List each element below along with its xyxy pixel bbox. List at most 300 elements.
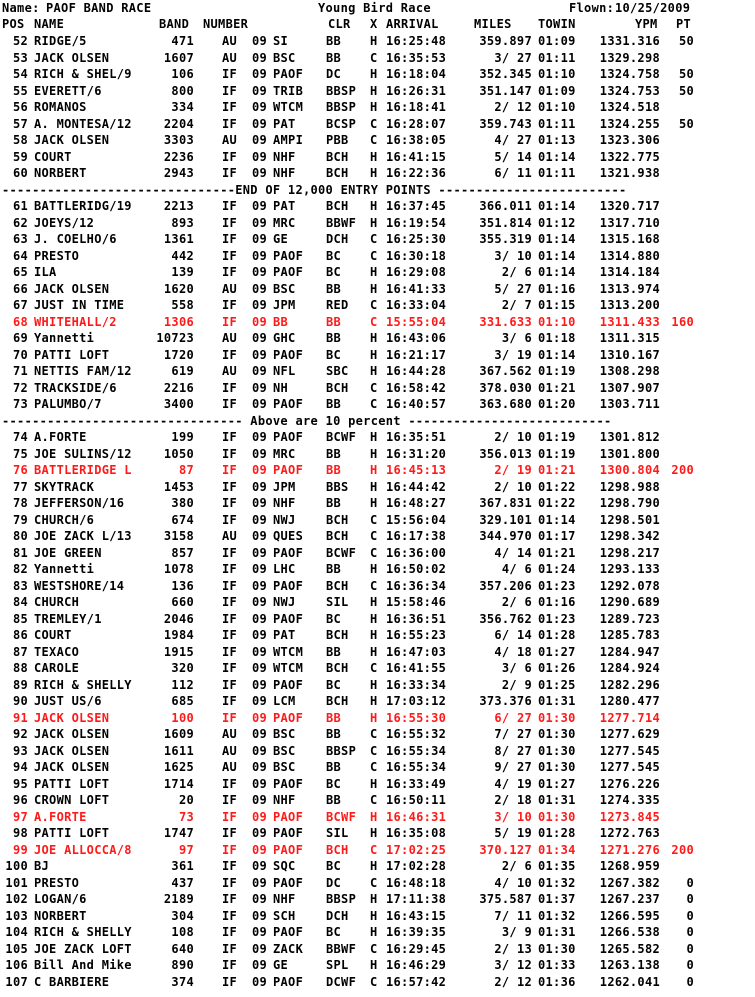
band-cell: 1625	[163, 760, 194, 774]
pos-cell: 83	[12, 579, 28, 593]
ypm-cell: 1267.237	[599, 892, 660, 906]
arrival-cell: 16:36:00	[386, 546, 447, 560]
miles-cell: 367.831	[479, 496, 532, 510]
pos-cell: 64	[12, 249, 28, 263]
club-cell: ZACK	[273, 942, 304, 956]
club-cell: PAOF	[273, 265, 304, 279]
ypm-cell: 1284.947	[599, 645, 660, 659]
color-cell: BCH	[326, 199, 349, 213]
arrival-cell: 16:46:29	[386, 958, 447, 972]
country-cell: IF	[222, 810, 238, 824]
ypm-cell: 1301.812	[599, 430, 660, 444]
country-cell: IF	[222, 859, 238, 873]
sex-cell: C	[370, 876, 378, 890]
country-cell: AU	[222, 744, 238, 758]
miles-cell: 6/ 14	[494, 628, 532, 642]
color-cell: BB	[326, 315, 342, 329]
pos-cell: 59	[12, 150, 28, 164]
year-cell: 09	[252, 810, 268, 824]
color-cell: DC	[326, 67, 342, 81]
band-cell: 1078	[163, 562, 194, 576]
arrival-cell: 16:31:20	[386, 447, 447, 461]
color-cell: BBSP	[326, 892, 357, 906]
arrival-cell: 16:26:31	[386, 84, 447, 98]
band-cell: 471	[171, 34, 194, 48]
band-cell: 112	[171, 678, 194, 692]
country-cell: IF	[222, 579, 238, 593]
color-cell: BBSP	[326, 100, 357, 114]
year-cell: 09	[252, 430, 268, 444]
year-cell: 09	[252, 166, 268, 180]
year-cell: 09	[252, 694, 268, 708]
points-cell: 0	[686, 958, 694, 972]
country-cell: AU	[222, 282, 238, 296]
towin-cell: 01:14	[538, 348, 576, 362]
sex-cell: C	[370, 381, 378, 395]
band-cell: 2216	[163, 381, 194, 395]
band-cell: 3400	[163, 397, 194, 411]
arrival-cell: 16:30:18	[386, 249, 447, 263]
color-cell: BC	[326, 348, 342, 362]
pos-cell: 55	[12, 84, 28, 98]
name-cell: NORBERT	[34, 166, 87, 180]
color-cell: DCH	[326, 232, 349, 246]
sex-cell: H	[370, 612, 378, 626]
pos-cell: 107	[5, 975, 28, 989]
year-cell: 09	[252, 777, 268, 791]
band-cell: 136	[171, 579, 194, 593]
arrival-cell: 16:36:34	[386, 579, 447, 593]
ypm-cell: 1277.545	[599, 744, 660, 758]
ypm-cell: 1266.538	[599, 925, 660, 939]
year-cell: 09	[252, 480, 268, 494]
club-cell: BB	[273, 315, 289, 329]
col-towin: TOWIN	[538, 17, 576, 31]
miles-cell: 356.013	[479, 447, 532, 461]
ypm-cell: 1292.078	[599, 579, 660, 593]
towin-cell: 01:16	[538, 282, 576, 296]
name-cell: A. MONTESA/12	[34, 117, 132, 131]
color-cell: DCWF	[326, 975, 357, 989]
color-cell: BCH	[326, 513, 349, 527]
miles-cell: 2/ 6	[501, 265, 532, 279]
band-cell: 1050	[163, 447, 194, 461]
miles-cell: 4/ 27	[494, 133, 532, 147]
ypm-cell: 1317.710	[599, 216, 660, 230]
towin-cell: 01:31	[538, 694, 576, 708]
name-cell: COURT	[34, 628, 72, 642]
arrival-cell: 16:33:49	[386, 777, 447, 791]
name-cell: PATTI LOFT	[34, 348, 110, 362]
name-cell: Yannetti	[34, 562, 95, 576]
sex-cell: H	[370, 216, 378, 230]
arrival-cell: 15:56:04	[386, 513, 447, 527]
ypm-cell: 1323.306	[599, 133, 660, 147]
club-cell: NWJ	[273, 513, 296, 527]
band-cell: 10723	[156, 331, 194, 345]
arrival-cell: 16:41:15	[386, 150, 447, 164]
club-cell: PAOF	[273, 810, 304, 824]
miles-cell: 3/ 19	[494, 348, 532, 362]
sex-cell: H	[370, 100, 378, 114]
band-cell: 2213	[163, 199, 194, 213]
club-cell: SQC	[273, 859, 296, 873]
band-cell: 2046	[163, 612, 194, 626]
color-cell: BCH	[326, 843, 349, 857]
arrival-cell: 16:43:15	[386, 909, 447, 923]
towin-cell: 01:09	[538, 84, 576, 98]
pos-cell: 82	[12, 562, 28, 576]
color-cell: BC	[326, 925, 342, 939]
year-cell: 09	[252, 975, 268, 989]
ypm-cell: 1277.714	[599, 711, 660, 725]
pos-cell: 72	[12, 381, 28, 395]
pos-cell: 93	[12, 744, 28, 758]
name-cell: RICH & SHELLY	[34, 925, 132, 939]
band-cell: 1453	[163, 480, 194, 494]
year-cell: 09	[252, 199, 268, 213]
pos-cell: 73	[12, 397, 28, 411]
miles-cell: 351.814	[479, 216, 532, 230]
col-x: X	[370, 17, 378, 31]
towin-cell: 01:26	[538, 661, 576, 675]
arrival-cell: 16:35:51	[386, 430, 447, 444]
name-cell: BJ	[34, 859, 50, 873]
year-cell: 09	[252, 447, 268, 461]
ypm-cell: 1289.723	[599, 612, 660, 626]
towin-cell: 01:31	[538, 793, 576, 807]
arrival-cell: 16:33:04	[386, 298, 447, 312]
year-cell: 09	[252, 546, 268, 560]
color-cell: BCWF	[326, 430, 357, 444]
ypm-cell: 1324.753	[599, 84, 660, 98]
color-cell: BB	[326, 447, 342, 461]
arrival-cell: 16:22:36	[386, 166, 447, 180]
country-cell: IF	[222, 711, 238, 725]
miles-cell: 2/ 12	[494, 975, 532, 989]
club-cell: PAOF	[273, 876, 304, 890]
towin-cell: 01:35	[538, 859, 576, 873]
points-cell: 50	[678, 34, 694, 48]
name-cell: EVERETT/6	[34, 84, 102, 98]
ypm-cell: 1314.184	[599, 265, 660, 279]
club-cell: WTCM	[273, 100, 304, 114]
towin-cell: 01:10	[538, 100, 576, 114]
ypm-cell: 1307.907	[599, 381, 660, 395]
country-cell: IF	[222, 249, 238, 263]
club-cell: MRC	[273, 447, 296, 461]
ypm-cell: 1313.200	[599, 298, 660, 312]
miles-cell: 7/ 11	[494, 909, 532, 923]
miles-cell: 373.376	[479, 694, 532, 708]
name-cell: A.FORTE	[34, 430, 87, 444]
pos-cell: 81	[12, 546, 28, 560]
country-cell: IF	[222, 298, 238, 312]
miles-cell: 3/ 6	[501, 661, 532, 675]
arrival-cell: 16:44:42	[386, 480, 447, 494]
miles-cell: 2/ 10	[494, 430, 532, 444]
miles-cell: 359.897	[479, 34, 532, 48]
name-cell: JOE ALLOCCA/8	[34, 843, 132, 857]
club-cell: NHF	[273, 496, 296, 510]
color-cell: BB	[326, 711, 342, 725]
sex-cell: C	[370, 397, 378, 411]
year-cell: 09	[252, 843, 268, 857]
country-cell: IF	[222, 513, 238, 527]
miles-cell: 2/ 9	[501, 678, 532, 692]
color-cell: BBSP	[326, 84, 357, 98]
club-cell: BSC	[273, 727, 296, 741]
band-cell: 437	[171, 876, 194, 890]
band-cell: 3303	[163, 133, 194, 147]
color-cell: BB	[326, 463, 342, 477]
separator-line: -------------------------------- Above are 10 percent ---------------------------	[2, 414, 612, 428]
towin-cell: 01:28	[538, 826, 576, 840]
band-cell: 857	[171, 546, 194, 560]
towin-cell: 01:30	[538, 744, 576, 758]
pos-cell: 105	[5, 942, 28, 956]
name-cell: JACK OLSEN	[34, 760, 110, 774]
club-cell: NHF	[273, 892, 296, 906]
miles-cell: 2/ 10	[494, 480, 532, 494]
towin-cell: 01:25	[538, 678, 576, 692]
year-cell: 09	[252, 51, 268, 65]
year-cell: 09	[252, 892, 268, 906]
arrival-cell: 16:55:32	[386, 727, 447, 741]
year-cell: 09	[252, 315, 268, 329]
towin-cell: 01:23	[538, 579, 576, 593]
ypm-cell: 1284.924	[599, 661, 660, 675]
pos-cell: 52	[12, 34, 28, 48]
sex-cell: C	[370, 529, 378, 543]
sex-cell: C	[370, 51, 378, 65]
name-cell: JACK OLSEN	[34, 282, 110, 296]
arrival-cell: 16:19:54	[386, 216, 447, 230]
year-cell: 09	[252, 760, 268, 774]
arrival-cell: 16:37:45	[386, 199, 447, 213]
band-cell: 3158	[163, 529, 194, 543]
ypm-cell: 1268.959	[599, 859, 660, 873]
country-cell: IF	[222, 777, 238, 791]
towin-cell: 01:28	[538, 628, 576, 642]
band-cell: 674	[171, 513, 194, 527]
towin-cell: 01:10	[538, 315, 576, 329]
club-cell: PAOF	[273, 397, 304, 411]
club-cell: LCM	[273, 694, 296, 708]
club-cell: SI	[273, 34, 289, 48]
country-cell: IF	[222, 496, 238, 510]
towin-cell: 01:22	[538, 496, 576, 510]
club-cell: PAOF	[273, 975, 304, 989]
club-cell: PAT	[273, 117, 296, 131]
miles-cell: 329.101	[479, 513, 532, 527]
band-cell: 199	[171, 430, 194, 444]
sex-cell: H	[370, 84, 378, 98]
club-cell: MRC	[273, 216, 296, 230]
towin-cell: 01:18	[538, 331, 576, 345]
country-cell: IF	[222, 958, 238, 972]
color-cell: BCH	[326, 661, 349, 675]
points-cell: 0	[686, 892, 694, 906]
miles-cell: 375.587	[479, 892, 532, 906]
country-cell: AU	[222, 727, 238, 741]
arrival-cell: 16:41:33	[386, 282, 447, 296]
country-cell: IF	[222, 67, 238, 81]
club-cell: NHF	[273, 166, 296, 180]
sex-cell: H	[370, 331, 378, 345]
name-cell: JOEYS/12	[34, 216, 95, 230]
arrival-cell: 16:21:17	[386, 348, 447, 362]
pos-cell: 85	[12, 612, 28, 626]
sex-cell: H	[370, 909, 378, 923]
color-cell: SPL	[326, 958, 349, 972]
club-cell: PAT	[273, 199, 296, 213]
miles-cell: 351.147	[479, 84, 532, 98]
towin-cell: 01:14	[538, 199, 576, 213]
towin-cell: 01:14	[538, 265, 576, 279]
pos-cell: 53	[12, 51, 28, 65]
pos-cell: 100	[5, 859, 28, 873]
arrival-cell: 17:02:28	[386, 859, 447, 873]
miles-cell: 3/ 10	[494, 249, 532, 263]
band-cell: 100	[171, 711, 194, 725]
pos-cell: 104	[5, 925, 28, 939]
sex-cell: C	[370, 579, 378, 593]
band-cell: 374	[171, 975, 194, 989]
towin-cell: 01:30	[538, 711, 576, 725]
club-cell: PAOF	[273, 348, 304, 362]
country-cell: IF	[222, 843, 238, 857]
ypm-cell: 1285.783	[599, 628, 660, 642]
country-cell: IF	[222, 678, 238, 692]
miles-cell: 5/ 27	[494, 282, 532, 296]
points-cell: 50	[678, 117, 694, 131]
towin-cell: 01:24	[538, 562, 576, 576]
year-cell: 09	[252, 381, 268, 395]
country-cell: AU	[222, 364, 238, 378]
year-cell: 09	[252, 925, 268, 939]
color-cell: BB	[326, 793, 342, 807]
miles-cell: 3/ 27	[494, 51, 532, 65]
year-cell: 09	[252, 942, 268, 956]
club-cell: PAOF	[273, 777, 304, 791]
band-cell: 320	[171, 661, 194, 675]
arrival-cell: 15:58:46	[386, 595, 447, 609]
country-cell: IF	[222, 447, 238, 461]
ypm-cell: 1313.974	[599, 282, 660, 296]
club-cell: GHC	[273, 331, 296, 345]
pos-cell: 61	[12, 199, 28, 213]
pos-cell: 56	[12, 100, 28, 114]
name-cell: A.FORTE	[34, 810, 87, 824]
sex-cell: C	[370, 661, 378, 675]
miles-cell: 367.562	[479, 364, 532, 378]
ypm-cell: 1314.880	[599, 249, 660, 263]
pos-cell: 106	[5, 958, 28, 972]
towin-cell: 01:23	[538, 612, 576, 626]
sex-cell: H	[370, 166, 378, 180]
color-cell: BB	[326, 282, 342, 296]
country-cell: IF	[222, 546, 238, 560]
miles-cell: 4/ 18	[494, 645, 532, 659]
name-cell: CAROLE	[34, 661, 80, 675]
country-cell: AU	[222, 34, 238, 48]
name-cell: Bill And Mike	[34, 958, 132, 972]
sex-cell: C	[370, 117, 378, 131]
sex-cell: H	[370, 34, 378, 48]
band-cell: 685	[171, 694, 194, 708]
year-cell: 09	[252, 793, 268, 807]
towin-cell: 01:21	[538, 546, 576, 560]
arrival-cell: 16:39:35	[386, 925, 447, 939]
pos-cell: 90	[12, 694, 28, 708]
arrival-cell: 16:57:42	[386, 975, 447, 989]
country-cell: IF	[222, 166, 238, 180]
band-cell: 139	[171, 265, 194, 279]
pos-cell: 88	[12, 661, 28, 675]
club-cell: PAOF	[273, 711, 304, 725]
flown-date: 10/25/2009	[615, 1, 691, 15]
pos-cell: 54	[12, 67, 28, 81]
towin-cell: 01:21	[538, 463, 576, 477]
towin-cell: 01:11	[538, 117, 576, 131]
color-cell: BCSP	[326, 117, 357, 131]
arrival-cell: 16:48:27	[386, 496, 447, 510]
race-type: Young Bird Race	[318, 1, 431, 15]
band-cell: 1609	[163, 727, 194, 741]
sex-cell: C	[370, 298, 378, 312]
sex-cell: H	[370, 480, 378, 494]
color-cell: BC	[326, 265, 342, 279]
year-cell: 09	[252, 628, 268, 642]
club-cell: WTCM	[273, 661, 304, 675]
club-cell: PAOF	[273, 612, 304, 626]
miles-cell: 7/ 27	[494, 727, 532, 741]
ypm-cell: 1280.477	[599, 694, 660, 708]
color-cell: BCWF	[326, 810, 357, 824]
sex-cell: H	[370, 694, 378, 708]
sex-cell: C	[370, 546, 378, 560]
ypm-cell: 1310.167	[599, 348, 660, 362]
ypm-cell: 1301.800	[599, 447, 660, 461]
year-cell: 09	[252, 595, 268, 609]
club-cell: PAOF	[273, 430, 304, 444]
color-cell: BCH	[326, 579, 349, 593]
pos-cell: 99	[12, 843, 28, 857]
name-cell: WHITEHALL/2	[34, 315, 117, 329]
color-cell: BCH	[326, 529, 349, 543]
arrival-cell: 16:55:30	[386, 711, 447, 725]
arrival-cell: 16:18:41	[386, 100, 447, 114]
name-cell: RIDGE/5	[34, 34, 87, 48]
color-cell: BC	[326, 249, 342, 263]
pos-cell: 74	[12, 430, 28, 444]
club-cell: PAOF	[273, 546, 304, 560]
color-cell: BB	[326, 562, 342, 576]
sex-cell: C	[370, 744, 378, 758]
country-cell: IF	[222, 216, 238, 230]
name-label: Name:	[2, 1, 40, 15]
towin-cell: 01:19	[538, 364, 576, 378]
miles-cell: 331.633	[479, 315, 532, 329]
year-cell: 09	[252, 562, 268, 576]
arrival-cell: 17:03:12	[386, 694, 447, 708]
col-number: NUMBER	[203, 17, 249, 31]
arrival-cell: 16:58:42	[386, 381, 447, 395]
name-cell: CHURCH/6	[34, 513, 95, 527]
color-cell: BB	[326, 727, 342, 741]
band-cell: 87	[178, 463, 194, 477]
